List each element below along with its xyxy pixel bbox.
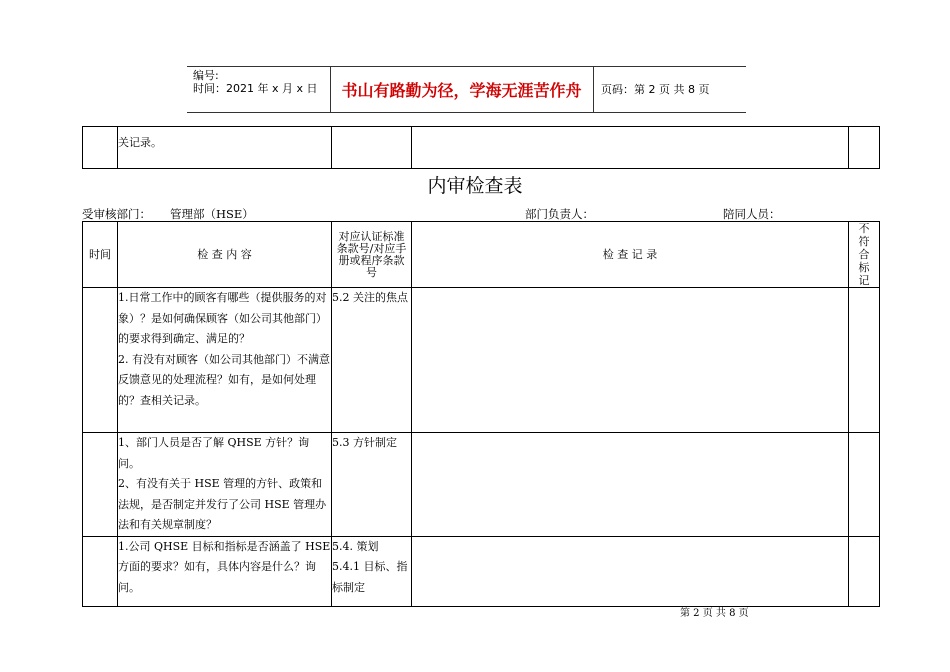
table-row (83, 536, 880, 606)
record-cell (412, 288, 849, 433)
mark-cell (849, 288, 880, 433)
carryover-table (82, 126, 880, 169)
accompany-label: 陪同人员： (723, 207, 781, 221)
carryover-mark-cell (849, 127, 880, 169)
time-cell (83, 536, 118, 606)
time-cell (83, 288, 118, 433)
col-header-time: 时间 (83, 222, 118, 288)
record-cell (412, 433, 849, 537)
page-footer: 第 2 页 共 8 页 (680, 608, 749, 619)
table-row (83, 288, 880, 433)
table-row (83, 433, 880, 537)
page-title: 内审检查表 (427, 175, 523, 197)
header-divider (593, 67, 594, 112)
clause-cell: 5.3 方针制定 (332, 433, 412, 537)
dept-value: 管理部（HSE） (170, 207, 254, 221)
mark-cell (849, 536, 880, 606)
page-header (187, 66, 746, 113)
checklist-table (82, 221, 880, 607)
record-cell (412, 536, 849, 606)
carryover-time-cell (83, 127, 118, 169)
content-cell: 1.公司 QHSE 目标和指标是否涵盖了 HSE 方面的要求？如有，具体内容是什么？询问。 (118, 536, 332, 606)
clause-cell: 5.2 关注的焦点 (332, 288, 412, 433)
mark-cell (849, 433, 880, 537)
carryover-record-cell (412, 127, 849, 169)
clause-cell: 5.4. 策划 5.4.1 目标、指标制定 (332, 536, 412, 606)
carryover-clause-cell (332, 127, 412, 169)
header-motto: 书山有路勤为径，学海无涯苦作舟 (341, 81, 582, 100)
time-label: 时间：2021 年 x 月 x 日 (193, 82, 318, 95)
header-meta (193, 69, 318, 95)
col-header-record: 检 查 记 录 (412, 222, 849, 288)
content-cell: 1.日常工作中的顾客有哪些（提供服务的对象）？是如何确保顾客（如公司其他部门）的要求得到确定、满足的？ 2. 有没有对顾客（如公司其他部门）不满意反馈意见的处理流程？如有，是如何处理的？查相关记录。 (118, 288, 332, 433)
carryover-content-cell: 关记录。 (118, 127, 332, 169)
table-header-row (83, 222, 880, 288)
col-header-mark: 不符合标记 (849, 222, 880, 288)
col-header-content: 检 查 内 容 (118, 222, 332, 288)
dept-label: 受审核部门： (82, 207, 151, 221)
time-cell (83, 433, 118, 537)
header-page-info: 页码：第 2 页 共 8 页 (601, 83, 710, 96)
col-header-clause: 对应认证标准条款号/对应手册或程序条款号 (332, 222, 412, 288)
dept-head-label: 部门负责人： (525, 207, 594, 221)
number-label: 编号: (193, 69, 219, 82)
content-cell: 1、部门人员是否了解 QHSE 方针？询问。 2、有没有关于 HSE 管理的方针、政策和法规，是否制定并发行了公司 HSE 管理办法和有关规章制度？ (118, 433, 332, 537)
